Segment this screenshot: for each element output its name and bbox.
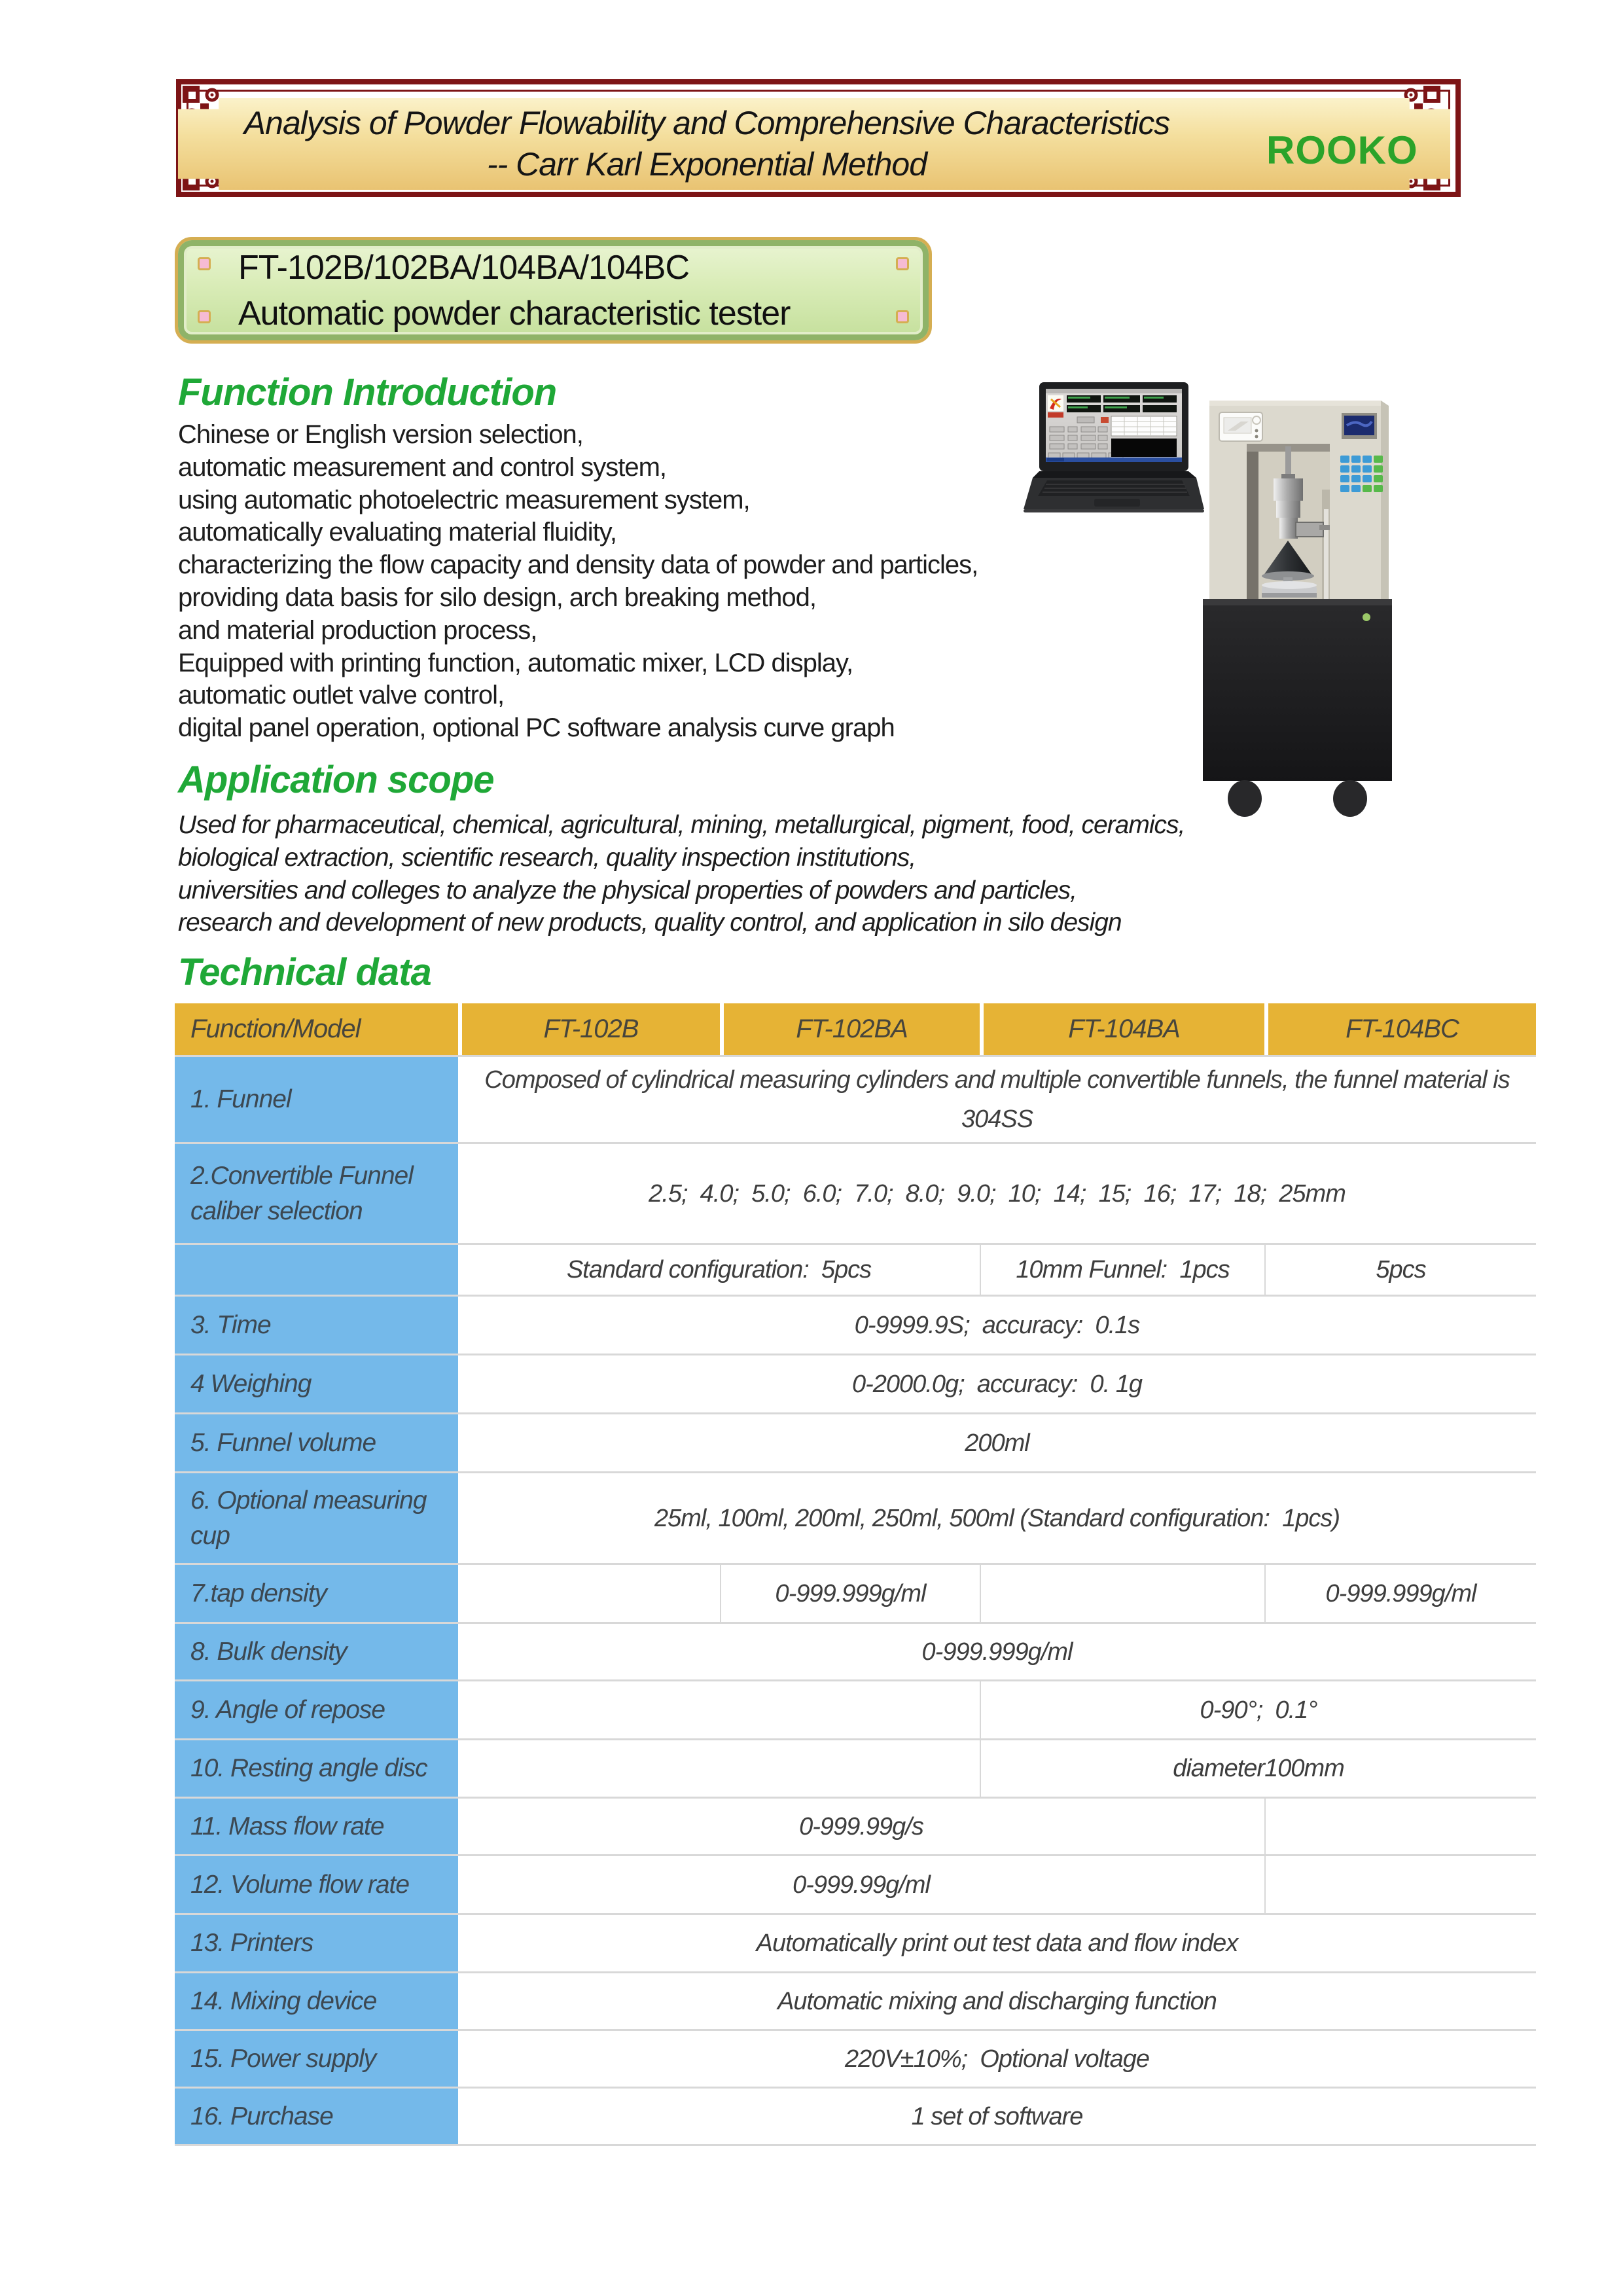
- row-label: 8. Bulk density: [175, 1624, 458, 1679]
- intro-line: and material production process,: [178, 615, 537, 645]
- table-row: [175, 1854, 1536, 1913]
- powder-tester-machine-image: [1198, 391, 1397, 823]
- intro-line: using automatic photoelectric measurement system,: [178, 485, 750, 514]
- table-cell: [458, 1565, 720, 1622]
- table-cell: 1 set of software: [911, 2102, 1083, 2130]
- table-cell: 25ml, 100ml, 200ml, 250ml, 500ml (Standard configuration: 1pcs): [654, 1504, 1340, 1532]
- row-label: [175, 1245, 458, 1295]
- product-name: Automatic powder characteristic tester: [238, 294, 791, 332]
- row-label: 3. Time: [175, 1297, 458, 1354]
- row-label: 10. Resting angle disc: [175, 1740, 458, 1797]
- row-label: 6. Optional measuring cup: [175, 1473, 458, 1563]
- table-cell: Automatic mixing and discharging function: [777, 1987, 1217, 2015]
- intro-line: automatic outlet valve control,: [178, 681, 505, 710]
- intro-line: Chinese or English version selection,: [178, 420, 583, 449]
- intro-line: providing data basis for silo design, arch breaking method,: [178, 583, 816, 612]
- table-cell: 200ml: [965, 1429, 1029, 1457]
- table-cell: 0-999.99g/ml: [793, 1871, 930, 1899]
- product-model-plate: [175, 237, 932, 344]
- row-label: 2.Convertible Funnel caliber selection: [175, 1144, 458, 1243]
- row-label: 12. Volume flow rate: [175, 1856, 458, 1913]
- table-cell: Standard configuration: 5pcs: [566, 1256, 872, 1283]
- row-label: 11. Mass flow rate: [175, 1799, 458, 1854]
- header-cell-ft-102b: FT-102B: [458, 1003, 720, 1055]
- function-introduction-heading: Function Introduction: [178, 371, 557, 414]
- intro-line: Equipped with printing function, automatic mixer, LCD display,: [178, 648, 853, 677]
- product-model-text: [238, 245, 790, 336]
- table-cell: 0-9999.9S; accuracy: 0.1s: [854, 1311, 1140, 1339]
- pin-icon: [198, 257, 211, 270]
- table-row: [175, 1679, 1536, 1738]
- scope-line: Used for pharmaceutical, chemical, agricultural, mining, metallurgical, pigment, food, ceramics,: [178, 811, 1185, 839]
- intro-line: digital panel operation, optional PC software analysis curve graph: [178, 713, 895, 743]
- table-cell: 2.5; 4.0; 5.0; 6.0; 7.0; 8.0; 9.0; 10; 14; 15; 16; 17; 18; 25mm: [649, 1179, 1346, 1208]
- header-cell-ft-102ba: FT-102BA: [720, 1003, 980, 1055]
- table-row: [175, 1797, 1536, 1854]
- table-row: [175, 1243, 1536, 1295]
- row-label: 9. Angle of repose: [175, 1681, 458, 1738]
- table-row: [175, 1738, 1536, 1797]
- title-line-2: -- Carr Karl Exponential Method: [486, 146, 927, 183]
- scope-line: universities and colleges to analyze the physical properties of powders and particles,: [178, 876, 1077, 905]
- table-row: [175, 1295, 1536, 1354]
- row-label: 16. Purchase: [175, 2089, 458, 2144]
- table-row: [175, 1563, 1536, 1622]
- technical-data-table: [175, 1003, 1536, 2146]
- table-row: [175, 1913, 1536, 1971]
- application-scope-heading: Application scope: [178, 759, 494, 801]
- table-cell: 0-999.999g/ml: [1264, 1565, 1536, 1622]
- table-cell: 0-999.99g/s: [799, 1812, 923, 1840]
- header-cell-function-model: Function/Model: [175, 1003, 458, 1055]
- table-row: [175, 2029, 1536, 2087]
- table-cell: 220V±10%; Optional voltage: [845, 2045, 1149, 2073]
- table-cell: 0-2000.0g; accuracy: 0. 1g: [851, 1370, 1143, 1398]
- title-line-1: Analysis of Powder Flowability and Comprehensive Characteristics: [243, 105, 1170, 141]
- table-cell: 5pcs: [1264, 1245, 1536, 1295]
- table-row: [175, 1471, 1536, 1563]
- scope-line: biological extraction, scientific research, quality inspection institutions,: [178, 843, 916, 872]
- intro-line: characterizing the flow capacity and density data of powder and particles,: [178, 550, 978, 580]
- brand-logo: ROOKO: [1266, 128, 1418, 172]
- table-row: [175, 2087, 1536, 2144]
- table-cell: [980, 1565, 1264, 1622]
- intro-line: automatic measurement and control system,: [178, 452, 667, 482]
- row-label: 1. Funnel: [175, 1057, 458, 1142]
- application-scope-text: [178, 809, 1185, 939]
- table-row: [175, 1622, 1536, 1679]
- pin-icon: [896, 310, 909, 323]
- pin-icon: [198, 310, 211, 323]
- row-label: 7.tap density: [175, 1565, 458, 1622]
- table-cell: diameter100mm: [980, 1740, 1536, 1797]
- table-row: [175, 1412, 1536, 1471]
- table-row: [175, 1354, 1536, 1412]
- table-cell: [458, 1740, 980, 1797]
- scope-line: research and development of new products, quality control, and application in silo design: [178, 908, 1122, 937]
- table-cell: 0-999.999g/ml: [720, 1565, 980, 1622]
- laptop-image: [1021, 381, 1204, 515]
- table-row: [175, 1055, 1536, 1142]
- table-cell: [1264, 1799, 1536, 1854]
- row-label: 4 Weighing: [175, 1355, 458, 1412]
- table-cell: [1264, 1856, 1536, 1913]
- table-header-row: [175, 1003, 1536, 1055]
- intro-line: automatically evaluating material fluidity,: [178, 518, 616, 547]
- header-cell-ft-104bc: FT-104BC: [1264, 1003, 1536, 1055]
- header-cell-ft-104ba: FT-104BA: [980, 1003, 1264, 1055]
- table-row: [175, 1971, 1536, 2029]
- row-label: 5. Funnel volume: [175, 1414, 458, 1471]
- table-cell: Automatically print out test data and flow index: [756, 1929, 1238, 1957]
- table-cell: Composed of cylindrical measuring cylinders and multiple convertible funnels, the funnel material is 304SS: [484, 1066, 1516, 1133]
- row-label: 15. Power supply: [175, 2031, 458, 2087]
- document-title: [216, 101, 1198, 187]
- table-row: [175, 1142, 1536, 1243]
- table-cell: 0-999.999g/ml: [921, 1638, 1073, 1666]
- function-introduction-text: [178, 419, 978, 745]
- pin-icon: [896, 257, 909, 270]
- row-label: 13. Printers: [175, 1915, 458, 1971]
- table-cell: [458, 1681, 980, 1738]
- row-label: 14. Mixing device: [175, 1973, 458, 2029]
- table-cell: 0-90°; 0.1°: [980, 1681, 1536, 1738]
- technical-data-heading: Technical data: [178, 951, 431, 994]
- table-cell: 10mm Funnel: 1pcs: [980, 1245, 1264, 1295]
- model-numbers: FT-102B/102BA/104BA/104BC: [238, 248, 690, 287]
